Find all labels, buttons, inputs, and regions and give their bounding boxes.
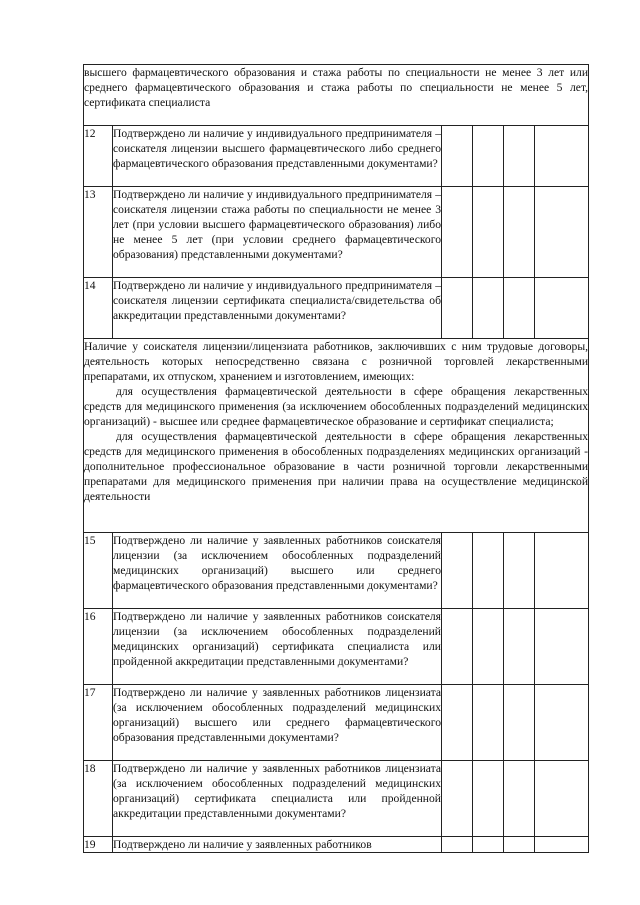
note-cell[interactable]	[535, 685, 589, 761]
answer-cell-no[interactable]	[473, 126, 504, 187]
intro-text: высшего фармацевтического образования и стажа работы по специальности не менее 3 лет или среднего фармацевтического образования и стажа работы по специальности не менее 5 лет, сертификата специалиста	[84, 65, 589, 126]
row-number: 18	[84, 761, 113, 837]
row-question: Подтверждено ли наличие у заявленных работников	[113, 837, 442, 853]
answer-cell-yes[interactable]	[442, 126, 473, 187]
answer-cell-no[interactable]	[473, 278, 504, 339]
checklist-table	[83, 64, 589, 853]
note-cell[interactable]	[535, 761, 589, 837]
section-text	[84, 339, 589, 533]
section-row	[84, 339, 589, 533]
answer-cell-yes[interactable]	[442, 187, 473, 278]
table-row	[84, 187, 589, 278]
row-number: 19	[84, 837, 113, 853]
row-number: 15	[84, 533, 113, 609]
row-number: 17	[84, 685, 113, 761]
row-question: Подтверждено ли наличие у заявленных работников соискателя лицензии (за исключением обособленных подразделений медицинских организаций) высшего или среднего фармацевтического образования представленными документами?	[113, 533, 442, 609]
answer-cell-yes[interactable]	[442, 837, 473, 853]
table-row	[84, 609, 589, 685]
table-row	[84, 533, 589, 609]
table-row	[84, 278, 589, 339]
section-lead: Наличие у соискателя лицензии/лицензиата работников, заключивших с ним трудовые договоры, деятельность которых непосредственно связана с розничной торговлей лекарственными препаратами, их отпуском, хранением и изготовлением, имеющих:	[84, 340, 589, 383]
answer-cell-na[interactable]	[504, 609, 535, 685]
answer-cell-na[interactable]	[504, 187, 535, 278]
section-item-2: для осуществления фармацевтической деятельности в сфере обращения лекарственных средств для медицинского применения в обособленных подразделениях медицинских организаций - дополнительное профессиональное образование в части розничной торговли лекарственными препаратами для медицинского применения при наличии права на осуществление медицинской деятельности	[84, 430, 589, 503]
note-cell[interactable]	[535, 533, 589, 609]
answer-cell-na[interactable]	[504, 533, 535, 609]
intro-row	[84, 65, 589, 126]
answer-cell-no[interactable]	[473, 837, 504, 853]
table-row	[84, 126, 589, 187]
row-number: 12	[84, 126, 113, 187]
answer-cell-na[interactable]	[504, 278, 535, 339]
answer-cell-no[interactable]	[473, 685, 504, 761]
note-cell[interactable]	[535, 837, 589, 853]
row-question: Подтверждено ли наличие у заявленных работников соискателя лицензии (за исключением обособленных подразделений медицинских организаций) сертификата специалиста или пройденной аккредитации представленными документами?	[113, 609, 442, 685]
row-number: 16	[84, 609, 113, 685]
answer-cell-na[interactable]	[504, 837, 535, 853]
answer-cell-no[interactable]	[473, 187, 504, 278]
row-number: 14	[84, 278, 113, 339]
row-question: Подтверждено ли наличие у заявленных работников лицензиата (за исключением обособленных подразделений медицинских организаций) высшего или среднего фармацевтического образования представленными документами?	[113, 685, 442, 761]
answer-cell-yes[interactable]	[442, 533, 473, 609]
answer-cell-yes[interactable]	[442, 761, 473, 837]
answer-cell-na[interactable]	[504, 761, 535, 837]
answer-cell-na[interactable]	[504, 126, 535, 187]
note-cell[interactable]	[535, 278, 589, 339]
note-cell[interactable]	[535, 609, 589, 685]
row-question: Подтверждено ли наличие у индивидуального предпринимателя – соискателя лицензии стажа работы по специальности не менее 3 лет (при условии высшего фармацевтического образования) либо не менее 5 лет (при условии среднего фармацевтического образования) представленными документами?	[113, 187, 442, 278]
answer-cell-no[interactable]	[473, 609, 504, 685]
table-row	[84, 761, 589, 837]
answer-cell-no[interactable]	[473, 533, 504, 609]
answer-cell-na[interactable]	[504, 685, 535, 761]
answer-cell-no[interactable]	[473, 761, 504, 837]
answer-cell-yes[interactable]	[442, 685, 473, 761]
note-cell[interactable]	[535, 187, 589, 278]
table-row	[84, 685, 589, 761]
answer-cell-yes[interactable]	[442, 609, 473, 685]
note-cell[interactable]	[535, 126, 589, 187]
table-row	[84, 837, 589, 853]
row-question: Подтверждено ли наличие у заявленных работников лицензиата (за исключением обособленных подразделений медицинских организаций) сертификата специалиста или пройденной аккредитации представленными документами?	[113, 761, 442, 837]
row-number: 13	[84, 187, 113, 278]
section-item-1: для осуществления фармацевтической деятельности в сфере обращения лекарственных средств для медицинского применения (за исключением обособленных подразделений медицинских организаций) - высшее или среднее фармацевтическое образование и сертификат специалиста;	[84, 385, 589, 428]
row-question: Подтверждено ли наличие у индивидуального предпринимателя – соискателя лицензии сертификата специалиста/свидетельства об аккредитации представленными документами?	[113, 278, 442, 339]
answer-cell-yes[interactable]	[442, 278, 473, 339]
row-question: Подтверждено ли наличие у индивидуального предпринимателя – соискателя лицензии высшего фармацевтического либо среднего фармацевтического образования представленными документами?	[113, 126, 442, 187]
